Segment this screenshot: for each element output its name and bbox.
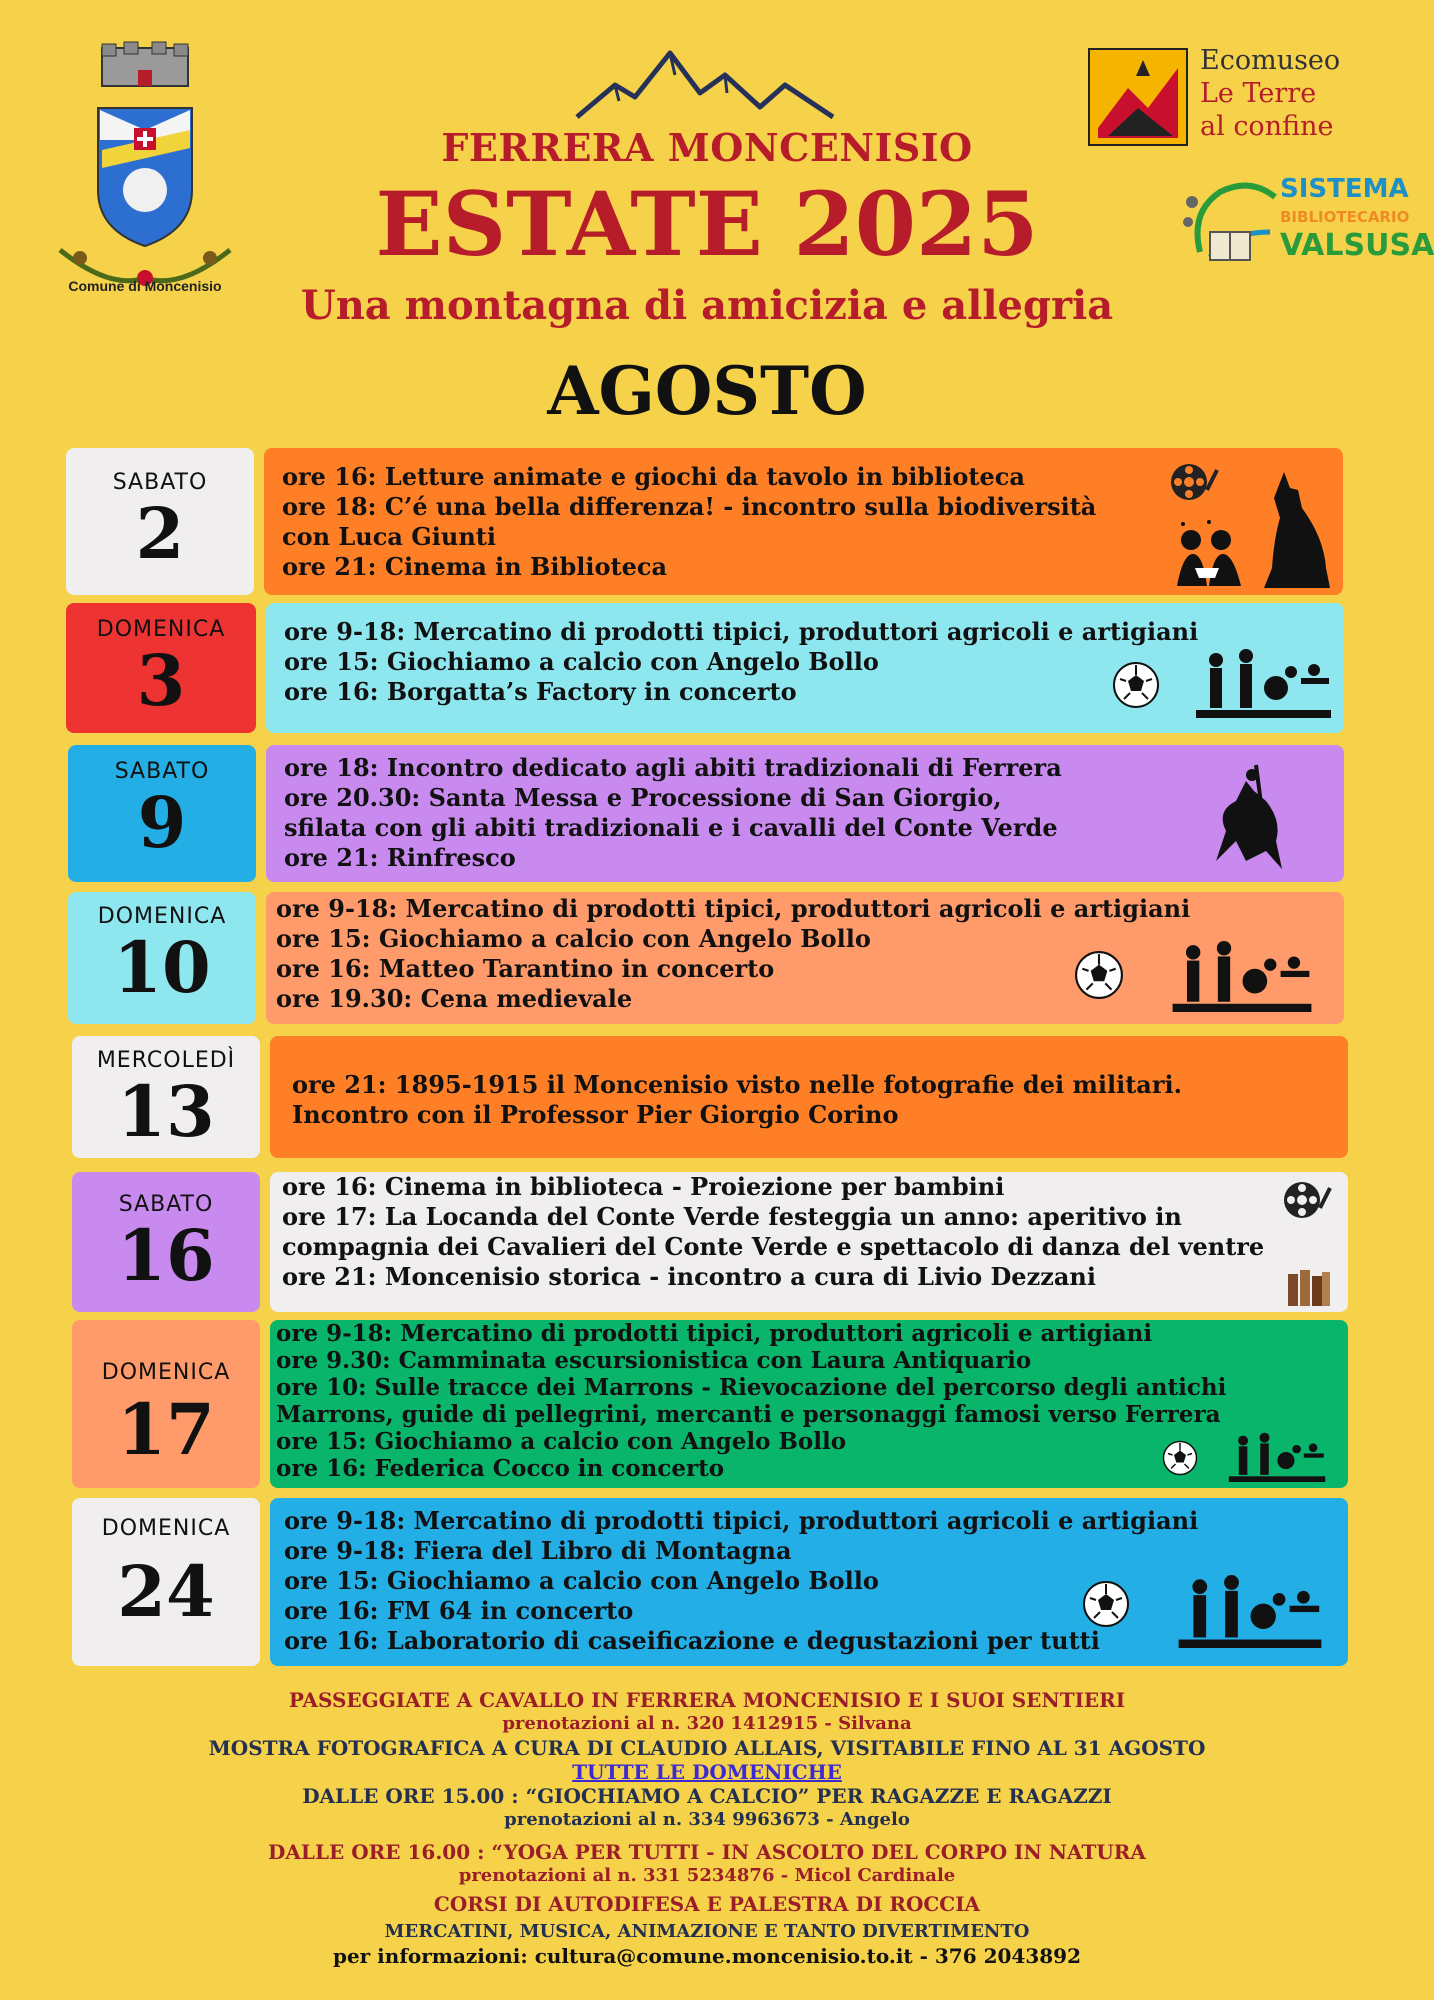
event-box-13 — [270, 1036, 1348, 1158]
band-icon — [1220, 1432, 1334, 1482]
day-name: DOMENICA — [101, 1360, 231, 1385]
month-title: AGOSTO — [547, 352, 867, 430]
day-box-10 — [68, 892, 256, 1024]
every-sunday-link[interactable]: TUTTE LE DOMENICHE — [572, 1760, 842, 1784]
day-name: SABATO — [112, 470, 208, 495]
day-box-2 — [66, 448, 254, 595]
sistema-bibliotecario-logo — [1180, 172, 1434, 272]
event-line: ore 15: Giochiamo a calcio con Angelo Bollo — [276, 924, 871, 953]
day-number: 24 — [117, 1550, 215, 1633]
event-line: ore 16: Letture animate e giochi da tavolo in biblioteca — [282, 462, 1025, 491]
event-box-9 — [266, 745, 1344, 882]
event-line: ore 21: Cinema in Biblioteca — [282, 552, 667, 581]
town-title: FERRERA MONCENISIO — [441, 125, 973, 170]
event-line: con Luca Giunti — [282, 522, 496, 551]
markets-note: MERCATINI, MUSICA, ANIMAZIONE E TANTO DIVERTIMENTO — [384, 1921, 1030, 1942]
day-name: SABATO — [118, 1192, 214, 1217]
event-box-3 — [266, 603, 1344, 733]
books-icon — [1286, 1268, 1332, 1306]
football-note: DALLE ORE 15.00 : “GIOCHIAMO A CALCIO” PER RAGAZZE E RAGAZZI — [302, 1784, 1112, 1808]
event-line: ore 15: Giochiamo a calcio con Angelo Bollo — [276, 1428, 847, 1455]
day-number: 16 — [117, 1214, 215, 1297]
event-line: ore 15: Giochiamo a calcio con Angelo Bollo — [284, 1566, 879, 1595]
day-number: 2 — [135, 492, 185, 575]
event-line: ore 9.30: Camminata escursionistica con Laura Antiquario — [276, 1347, 1032, 1374]
season-title: ESTATE 2025 — [375, 172, 1039, 276]
football-booking: prenotazioni al n. 334 9963673 - Angelo — [504, 1809, 910, 1830]
event-line: ore 18: C’é una bella differenza! - incontro sulla biodiversità — [282, 492, 1097, 521]
day-box-16 — [72, 1172, 260, 1312]
event-line: ore 21: Moncenisio storica - incontro a cura di Livio Dezzani — [282, 1262, 1096, 1291]
event-line: ore 16: Federica Cocco in concerto — [276, 1455, 725, 1482]
event-line: ore 16: Laboratorio di caseificazione e degustazioni per tutti — [284, 1626, 1100, 1655]
event-line: Incontro con il Professor Pier Giorgio Corino — [292, 1100, 899, 1129]
day-box-17 — [72, 1320, 260, 1488]
soccer-ball-icon — [1082, 1580, 1130, 1628]
sistema-line-3: VALSUSA — [1280, 228, 1434, 263]
day-name: SABATO — [114, 759, 210, 784]
soccer-ball-icon — [1112, 661, 1160, 709]
event-line: ore 17: La Locanda del Conte Verde festeggia un anno: aperitivo in — [282, 1202, 1182, 1231]
event-line: ore 21: 1895-1915 il Moncenisio visto nelle fotografie dei militari. — [292, 1070, 1182, 1099]
event-line: ore 16: Matteo Tarantino in concerto — [276, 954, 775, 983]
day-number: 10 — [113, 926, 211, 1009]
event-line: ore 9-18: Mercatino di prodotti tipici, produttori agricoli e artigiani — [276, 1320, 1153, 1347]
event-box-17 — [270, 1320, 1348, 1488]
event-box-10 — [266, 892, 1344, 1024]
day-box-13 — [72, 1036, 260, 1158]
tagline: Una montagna di amicizia e allegria — [300, 282, 1114, 329]
event-line: ore 10: Sulle tracce dei Marrons - Rievocazione del percorso degli antichi — [276, 1374, 1227, 1401]
ecomuseo-line-2: Le Terre — [1200, 78, 1317, 109]
day-number: 9 — [137, 781, 187, 864]
band-icon — [1196, 648, 1331, 718]
municipality-caption: Comune di Moncenisio — [68, 278, 222, 294]
ecomuseo-name — [1200, 44, 1400, 143]
wolf-icon — [1254, 468, 1334, 593]
event-line: sfilata con gli abiti tradizionali e i cavalli del Conte Verde — [284, 813, 1058, 842]
horse-rides-note: PASSEGGIATE A CAVALLO IN FERRERA MONCENISIO E I SUOI SENTIERI — [288, 1688, 1126, 1712]
yoga-booking: prenotazioni al n. 331 5234876 - Micol Cardinale — [458, 1865, 956, 1886]
ecomuseo-line-3: al confine — [1200, 111, 1334, 142]
yoga-note: DALLE ORE 16.00 : “YOGA PER TUTTI - IN ASCOLTO DEL CORPO IN NATURA — [268, 1840, 1146, 1864]
event-line: ore 15: Giochiamo a calcio con Angelo Bollo — [284, 647, 879, 676]
ecomuseo-logo-icon — [1088, 48, 1188, 146]
soccer-ball-icon — [1074, 950, 1124, 1000]
event-box-16 — [270, 1172, 1348, 1312]
event-line: ore 16: Cinema in biblioteca - Proiezione per bambini — [282, 1172, 1005, 1201]
photo-exhibit-note: MOSTRA FOTOGRAFICA A CURA DI CLAUDIO ALLAIS, VISITABILE FINO AL 31 AGOSTO — [208, 1736, 1206, 1760]
event-line: ore 9-18: Mercatino di prodotti tipici, produttori agricoli e artigiani — [284, 1506, 1199, 1535]
municipality-crest-icon — [50, 40, 240, 300]
sistema-line-1: SISTEMA — [1280, 174, 1409, 204]
day-number: 17 — [117, 1388, 215, 1471]
saint-george-icon — [1206, 761, 1286, 873]
footer-notes — [0, 1688, 1414, 1968]
event-box-24 — [270, 1498, 1348, 1666]
children-reading-icon — [1169, 518, 1249, 588]
event-line: ore 19.30: Cena medievale — [276, 984, 633, 1013]
day-name: DOMENICA — [101, 1516, 231, 1541]
film-reel-icon — [1282, 1178, 1332, 1222]
band-icon — [1166, 1574, 1334, 1648]
day-name: MERCOLEDÌ — [96, 1048, 236, 1073]
mountain-icon — [575, 45, 835, 120]
contact-info: per informazioni: cultura@comune.moncenisio.to.it - 376 2043892 — [332, 1944, 1082, 1968]
day-box-3 — [66, 603, 256, 733]
event-line: Marrons, guide di pellegrini, mercanti e personaggi famosi verso Ferrera — [276, 1401, 1221, 1428]
day-name: DOMENICA — [96, 617, 226, 642]
day-number: 3 — [136, 639, 186, 722]
sistema-line-2: BIBLIOTECARIO — [1280, 208, 1410, 226]
event-line: ore 20.30: Santa Messa e Processione di San Giorgio, — [284, 783, 1002, 812]
event-line: ore 16: FM 64 in concerto — [284, 1596, 634, 1625]
event-line: ore 9-18: Fiera del Libro di Montagna — [284, 1536, 792, 1565]
horse-rides-booking: prenotazioni al n. 320 1412915 - Silvana — [502, 1713, 912, 1734]
film-reel-icon — [1169, 460, 1219, 504]
soccer-ball-icon — [1162, 1440, 1198, 1476]
event-line: ore 9-18: Mercatino di prodotti tipici, produttori agricoli e artigiani — [276, 894, 1191, 923]
event-box-2 — [264, 448, 1343, 595]
book-swirl-icon — [1180, 172, 1280, 272]
event-line: ore 21: Rinfresco — [284, 843, 516, 872]
day-name: DOMENICA — [97, 904, 227, 929]
day-box-9 — [68, 745, 256, 882]
event-line: ore 16: Borgatta’s Factory in concerto — [284, 677, 797, 706]
event-line: ore 9-18: Mercatino di prodotti tipici, produttori agricoli e artigiani — [284, 617, 1199, 646]
band-icon — [1158, 940, 1326, 1012]
courses-note: CORSI DI AUTODIFESA E PALESTRA DI ROCCIA — [433, 1892, 981, 1916]
ecomuseo-line-1: Ecomuseo — [1200, 45, 1341, 76]
day-box-24 — [72, 1498, 260, 1666]
event-line: compagnia dei Cavalieri del Conte Verde e spettacolo di danza del ventre — [282, 1232, 1265, 1261]
event-line: ore 18: Incontro dedicato agli abiti tradizionali di Ferrera — [284, 753, 1062, 782]
day-number: 13 — [117, 1070, 215, 1153]
